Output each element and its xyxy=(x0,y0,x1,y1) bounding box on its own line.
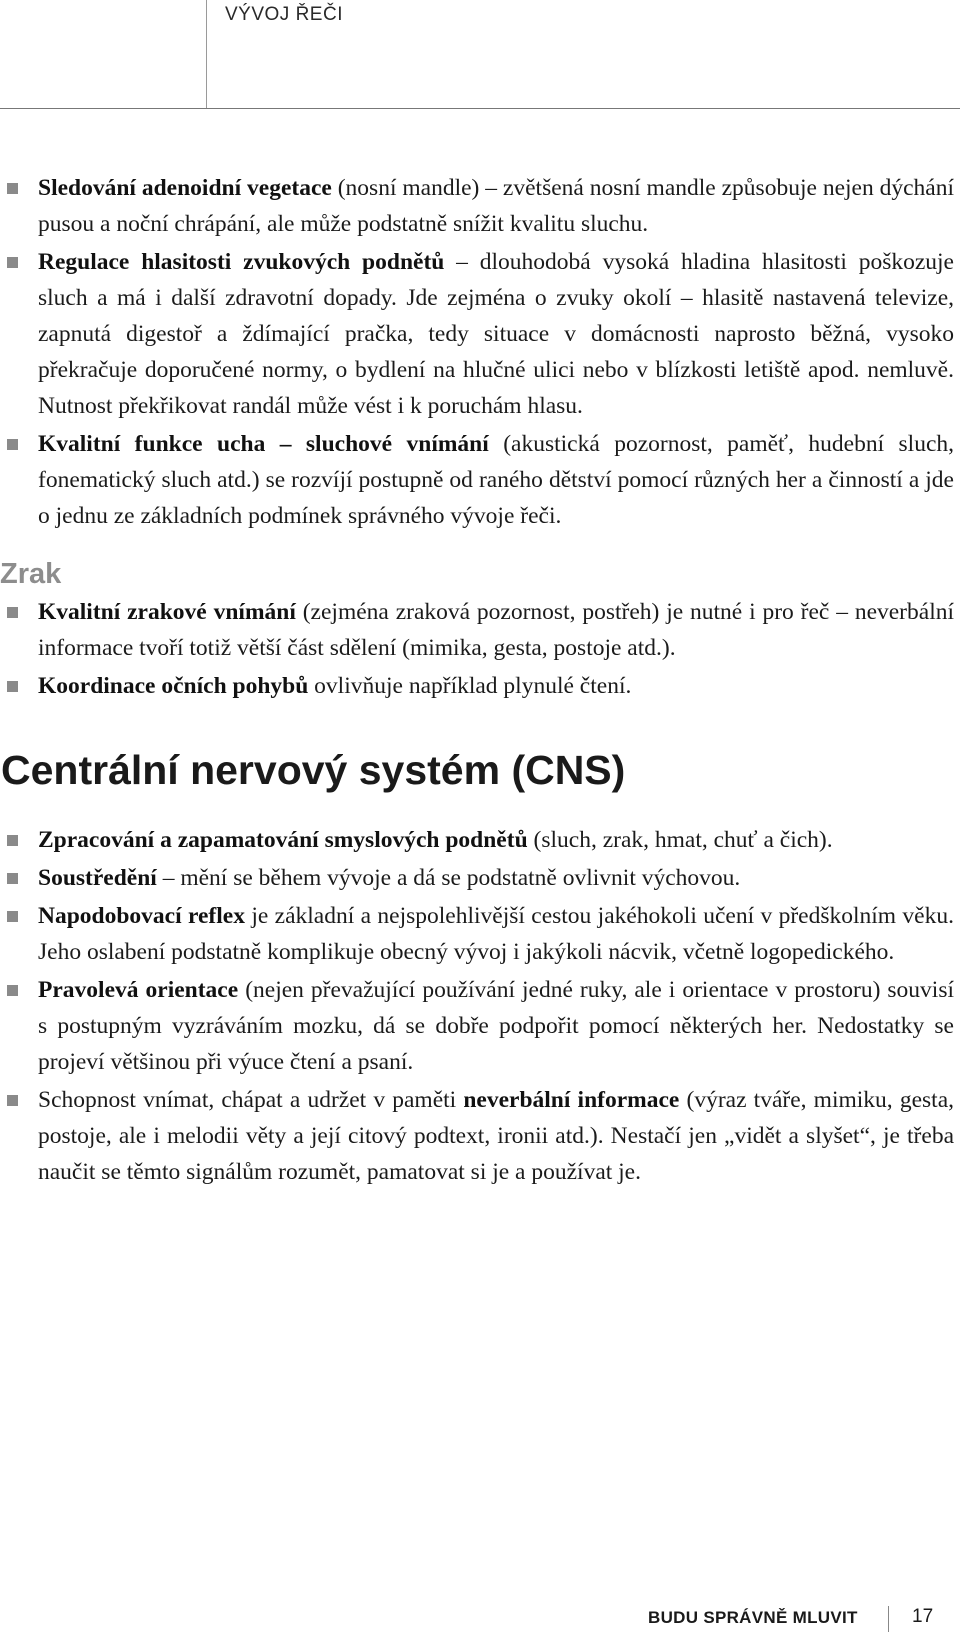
square-bullet-icon xyxy=(7,607,18,618)
item-text: (zejména zraková pozornost, postřeh) je nutné i pro řeč – neverbální informace tvoří totiž větší část sdělení (mimika, gesta, postoje atd.). xyxy=(38,599,954,661)
item-text: je základní a nejspolehlivější cestou jakéhokoli učení v předškolním věku. Jeho oslabení podstatně komplikuje obecný vývoj i jakýkoli nácvik, včetně logopedického. xyxy=(38,903,954,965)
item-term: Napodobovací reflex xyxy=(38,903,245,929)
item-term: Pravolevá orientace xyxy=(38,977,239,1003)
square-bullet-icon xyxy=(7,835,18,846)
list-item xyxy=(4,244,954,424)
item-term: Kvalitní funkce ucha – sluchové vnímání xyxy=(38,431,489,457)
square-bullet-icon xyxy=(7,439,18,450)
page-number: 17 xyxy=(912,1606,934,1627)
footer-rule xyxy=(888,1606,889,1632)
item-text: – mění se během vývoje a dá se podstatně ovlivnit výchovou. xyxy=(156,865,741,891)
header-title: VÝVOJ ŘEČI xyxy=(225,4,343,25)
running-head xyxy=(0,0,960,110)
list-item xyxy=(4,972,954,1080)
square-bullet-icon xyxy=(7,1095,18,1106)
page-content xyxy=(0,170,955,1192)
list-item xyxy=(4,860,954,896)
item-text: (nosní mandle) – zvětšená nosní mandle způsobuje nejen dýchání pusou a noční chrápání, ale může podstatně snížit kvalitu sluchu. xyxy=(38,175,954,237)
item-term: neverbální informace xyxy=(463,1087,680,1113)
item-term: Koordinace očních pohybů xyxy=(38,673,309,699)
list-item xyxy=(4,822,954,858)
item-text: – dlouhodobá vysoká hladina hlasitosti poškozuje sluch a má i další zdravotní dopady. Jde zejména o zvuky okolí – hlasitě nastavená televize, zapnutá digestoř a ždímající pračka, tedy situace v domácnosti naprosto běžná, vysoko překračuje doporučené normy, o bydlení na hlučné ulici nebo v blízkosti letiště apod. nemluvě. Nutnost překřikovat randál může vést i k poruchám hlasu. xyxy=(38,249,954,419)
item-term: Sledování adenoidní vegetace xyxy=(38,175,332,201)
subheading-zrak: Zrak xyxy=(0,558,62,590)
list-item xyxy=(4,426,954,534)
list-item xyxy=(4,668,954,704)
item-text: ovlivňuje například plynulé čtení. xyxy=(308,673,632,699)
item-term: Kvalitní zrakové vnímání xyxy=(38,599,296,625)
section-title: Centrální nervový systém (CNS) xyxy=(1,747,626,793)
square-bullet-icon xyxy=(7,183,18,194)
cns-list xyxy=(4,822,954,1190)
square-bullet-icon xyxy=(7,257,18,268)
footer-title: BUDU SPRÁVNĚ MLUVIT xyxy=(648,1608,858,1627)
item-lead-text: Schopnost vnímat, chápat a udržet v paměti xyxy=(38,1087,464,1113)
square-bullet-icon xyxy=(7,681,18,692)
item-term: Regulace hlasitosti zvukových podnětů xyxy=(38,249,445,275)
item-term: Soustředění xyxy=(38,865,157,891)
list-item xyxy=(4,170,954,242)
item-text: (výraz tváře, mimiku, gesta, postoje, ale i melodii věty a její citový podtext, ironii atd.). Nestačí jen „vidět a slyšet“, je třeba naučit se těmto signálům rozumět, pamatovat si je a používat je. xyxy=(38,1087,954,1185)
square-bullet-icon xyxy=(7,985,18,996)
header-vertical-rule xyxy=(206,0,207,108)
item-text: (sluch, zrak, hmat, chuť a čich). xyxy=(527,827,833,853)
header-horizontal-rule xyxy=(0,108,960,109)
list-item xyxy=(4,594,954,666)
list-item xyxy=(4,898,954,970)
square-bullet-icon xyxy=(7,873,18,884)
running-footer xyxy=(0,1604,960,1634)
item-term: Zpracování a zapamatování smyslových podnětů xyxy=(38,827,528,853)
vision-list xyxy=(4,594,954,704)
list-item xyxy=(4,1082,954,1190)
hearing-list xyxy=(4,170,954,534)
item-text: (nejen převažující používání jedné ruky, ale i orientace v prostoru) souvisí s postupným vyzráváním mozku, dá se dobře podpořit pomocí některých her. Nedostatky se projeví většinou při výuce čtení a psaní. xyxy=(38,977,955,1075)
square-bullet-icon xyxy=(7,911,18,922)
item-text: (akustická pozornost, paměť, hudební sluch, fonematický sluch atd.) se rozvíjí postupně od raného dětství pomocí různých her a činností a jde o jednu ze základních podmínek správného vývoje řeči. xyxy=(38,431,954,529)
